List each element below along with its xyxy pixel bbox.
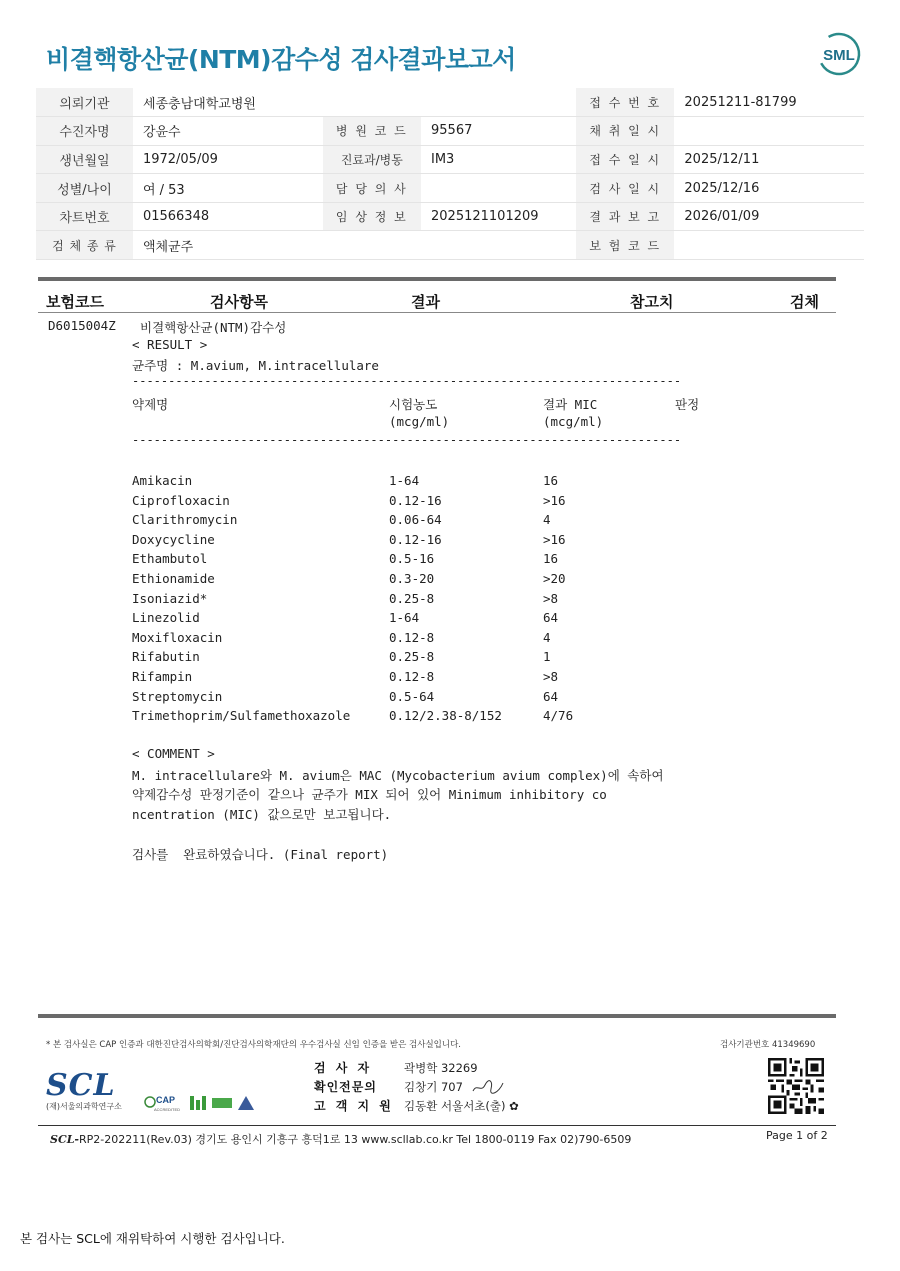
info-value: 액체균주 [133, 231, 323, 260]
info-row [36, 117, 864, 146]
info-label: 접 수 번 호 [576, 88, 674, 117]
address-bar [50, 1131, 631, 1147]
svg-text:CAP: CAP [156, 1095, 176, 1105]
dash-line: ---------------------------------------------------------------------------- [132, 433, 682, 447]
certification-notice: * 본 검사실은 CAP 인증과 대한진단검사의학회/진단검사의학재단의 우수검사실 신임 인증을 받은 검사실입니다. [46, 1040, 461, 1050]
drug-range: 1-64 [389, 473, 420, 488]
col-header-specimen: 검체 [790, 293, 819, 311]
info-label: 보 험 코 드 [576, 231, 674, 260]
dash-line: ---------------------------------------------------------------------------- [132, 374, 682, 388]
info-label: 결 과 보 고 [576, 202, 674, 231]
info-row [36, 202, 864, 231]
bottom-note: 본 검사는 SCL에 재위탁하여 시행한 검사입니다. [20, 1231, 285, 1246]
drug-mic: 1 [543, 649, 551, 665]
scl-logo [46, 1068, 122, 1112]
info-label: 수진자명 [36, 117, 133, 146]
info-value [674, 231, 864, 260]
info-value [674, 117, 864, 146]
info-label: 의뢰기관 [36, 88, 133, 117]
drug-range: 1-64 [389, 610, 420, 626]
info-value: 2025/12/11 [674, 145, 864, 174]
drug-mic: >20 [543, 571, 566, 586]
drug-name: Moxifloxacin [132, 629, 223, 645]
drug-mic: >16 [543, 492, 566, 508]
info-label: 성별/나이 [36, 174, 133, 203]
col-header-item: 검사항목 [210, 293, 268, 311]
insurance-code: D6015004Z [48, 318, 116, 333]
info-value: 여 / 53 [133, 174, 323, 203]
drug-name: Streptomycin [132, 688, 223, 704]
info-value: 세종충남대학교병원 [133, 88, 323, 117]
info-label: 검 체 종 류 [36, 231, 133, 260]
drug-range: 0.12-8 [389, 629, 435, 645]
comment-line: 약제감수성 판정기준이 같으나 균주가 MIX 되어 있어 Minimum inhibitory co [132, 787, 607, 802]
info-row [36, 231, 864, 260]
drug-name: Ethionamide [132, 571, 215, 586]
divider [38, 312, 836, 313]
drug-mic: >8 [543, 669, 559, 684]
drug-name: Isoniazid* [132, 590, 208, 606]
info-value: 1972/05/09 [133, 145, 323, 174]
signer-label: 검 사 자 [314, 1061, 373, 1075]
info-value: 95567 [421, 117, 576, 146]
signer-row [314, 1077, 519, 1096]
signer-row [314, 1096, 519, 1115]
col-interp: 판정 [675, 397, 700, 412]
info-label: 접 수 일 시 [576, 145, 674, 174]
info-value: 2026/01/09 [674, 202, 864, 231]
col-conc: 시험농도 [389, 397, 438, 412]
info-label: 차트번호 [36, 202, 133, 231]
info-value: 01566348 [133, 202, 323, 231]
info-label: 병 원 코 드 [323, 117, 421, 146]
drug-mic: 64 [543, 688, 559, 704]
drug-name: Linezolid [132, 610, 200, 626]
svg-text:SML: SML [823, 47, 855, 64]
scl-subtitle: (재)서울의과학연구소 [46, 1102, 122, 1111]
drug-name: Trimethoprim/Sulfamethoxazole [132, 708, 351, 724]
col-header-ref: 참고치 [630, 293, 674, 311]
comment-line: M. intracellulare와 M. avium은 MAC (Mycobacterium avium complex)에 속하여 [132, 768, 664, 783]
drug-name: Rifampin [132, 669, 193, 684]
drug-mic: >8 [543, 590, 559, 606]
signer-value: 곽병학 32269 [404, 1060, 478, 1075]
organism: 균주명 : M.avium, M.intracellulare [132, 358, 379, 373]
signer-label: 고 객 지 원 [314, 1099, 394, 1113]
drug-name: Rifabutin [132, 649, 200, 665]
scl-code: SCL- [50, 1133, 79, 1146]
agency-number: 검사기관번호 41349690 [720, 1040, 816, 1050]
col-header-code: 보험코드 [46, 293, 104, 311]
drug-mic: 4 [543, 512, 551, 528]
drug-range: 0.3-20 [389, 571, 435, 586]
sml-logo [815, 30, 863, 78]
divider [38, 277, 836, 281]
patient-info-table [36, 88, 864, 260]
signature-icon [471, 1079, 505, 1095]
signer-row [314, 1058, 519, 1077]
info-label: 검 사 일 시 [576, 174, 674, 203]
signer-label: 확인전문의 [314, 1080, 377, 1094]
drug-name: Ethambutol [132, 551, 208, 567]
drug-range: 0.5-64 [389, 688, 435, 704]
info-value: IM3 [421, 145, 576, 174]
drug-range: 0.5-16 [389, 551, 435, 567]
drug-range: 0.12-16 [389, 492, 442, 508]
drug-range: 0.06-64 [389, 512, 442, 528]
svg-text:ACCREDITED: ACCREDITED [154, 1107, 181, 1112]
page-number: Page 1 of 2 [766, 1129, 828, 1142]
info-label: 담 당 의 사 [323, 174, 421, 203]
drug-range: 0.12-8 [389, 669, 435, 684]
drug-mic: >16 [543, 531, 566, 547]
qr-code-icon [768, 1058, 824, 1114]
info-value [421, 174, 576, 203]
info-label: 채 취 일 시 [576, 117, 674, 146]
drug-mic: 64 [543, 610, 559, 626]
info-value [421, 88, 576, 117]
report-title: 비결핵항산균(NTM)감수성 검사결과보고서 [46, 45, 516, 74]
drug-name: Doxycycline [132, 531, 215, 547]
info-label: 진료과/병동 [323, 145, 421, 174]
scl-name: SCL [46, 1068, 116, 1103]
col-drug: 약제명 [132, 397, 169, 412]
drug-name: Ciprofloxacin [132, 492, 230, 508]
info-value: 2025/12/16 [674, 174, 864, 203]
info-label: 임 상 정 보 [323, 202, 421, 231]
info-value: 2025121101209 [421, 202, 576, 231]
col-header-result: 결과 [411, 293, 440, 311]
drug-name: Amikacin [132, 473, 193, 488]
drug-range: 0.12-16 [389, 531, 442, 547]
drug-range: 0.12/2.38-8/152 [389, 708, 502, 724]
info-row [36, 88, 864, 117]
drug-mic: 16 [543, 551, 559, 567]
col-mic-unit: (mcg/ml) [543, 414, 604, 429]
signer-value: 김창기 707 [404, 1079, 463, 1094]
col-conc-unit: (mcg/ml) [389, 414, 450, 429]
divider [38, 1014, 836, 1018]
info-label [323, 231, 421, 260]
info-value: 20251211-81799 [674, 88, 864, 117]
final-report-text: 검사를 완료하였습니다. (Final report) [132, 847, 389, 862]
info-row [36, 145, 864, 174]
info-label: 생년월일 [36, 145, 133, 174]
info-value: 강윤수 [133, 117, 323, 146]
info-value [421, 231, 576, 260]
divider [38, 1125, 836, 1126]
result-tag: < RESULT > [132, 337, 208, 352]
drug-name: Clarithromycin [132, 512, 238, 528]
comment-tag: < COMMENT > [132, 746, 215, 761]
info-row [36, 174, 864, 203]
signer-value: 김동환 서울서초(출) ✿ [404, 1098, 519, 1113]
test-name: 비결핵항산균(NTM)감수성 [140, 320, 287, 335]
drug-range: 0.25-8 [389, 590, 435, 606]
info-label [323, 88, 421, 117]
drug-mic: 4/76 [543, 708, 574, 724]
form-info: RP2-202211(Rev.03) 경기도 용인시 기흥구 흥덕1로 13 www.scllab.co.kr Tel 1800-0119 Fax 02)790-6509 [79, 1133, 632, 1146]
col-mic: 결과 MIC [543, 397, 598, 412]
drug-range: 0.25-8 [389, 649, 435, 665]
drug-mic: 4 [543, 629, 551, 645]
drug-mic: 16 [543, 473, 559, 488]
signer-table [314, 1058, 519, 1115]
comment-line: ncentration (MIC) 값으로만 보고됩니다. [132, 807, 392, 822]
accreditation-logos [140, 1092, 270, 1114]
